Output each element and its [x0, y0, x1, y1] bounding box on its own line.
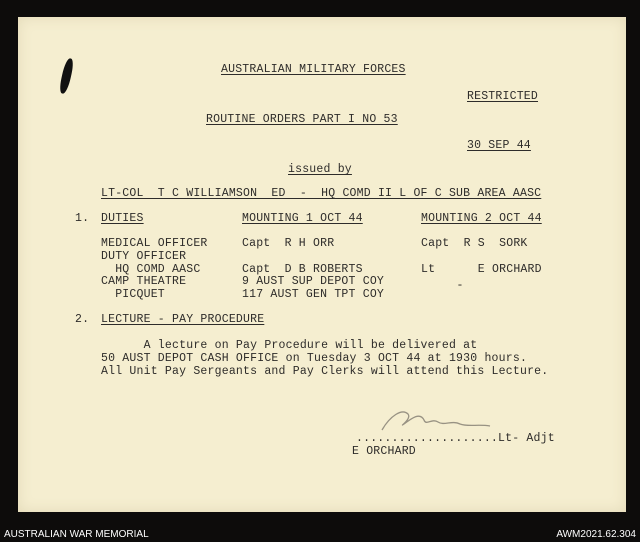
footer-credit: AUSTRALIAN WAR MEMORIAL: [4, 529, 149, 540]
signatory-name: E ORCHARD: [352, 445, 416, 458]
duty-row-value-1: 9 AUST SUP DEPOT COY: [242, 275, 385, 288]
classification-label: RESTRICTED: [467, 90, 539, 103]
order-date: 30 SEP 44: [467, 139, 531, 152]
duty-row-label: PICQUET: [101, 288, 165, 301]
issuer-line: LT-COL T C WILLIAMSON ED - HQ COMD II L OF C SUB AREA AASC: [101, 187, 542, 200]
signature-rank-line: ....................Lt- Adjt: [356, 432, 555, 445]
duty-row-value-2: Lt E ORCHARD: [421, 263, 542, 276]
column-heading-2: MOUNTING 2 OCT 44: [421, 212, 542, 225]
footer-accession-number: AWM2021.62.304: [556, 529, 636, 540]
duty-row-value-1: 117 AUST GEN TPT COY: [242, 288, 385, 301]
duty-row-label: DUTY OFFICER: [101, 250, 187, 263]
lecture-heading: LECTURE - PAY PROCEDURE: [101, 313, 265, 326]
duty-row-value-1: Capt D B ROBERTS: [242, 263, 363, 276]
duty-row-label: MEDICAL OFFICER: [101, 237, 208, 250]
section-number: 2.: [75, 313, 90, 326]
section-number: 1.: [75, 212, 90, 225]
duty-row-value-2: -: [421, 279, 464, 292]
duties-heading: DUTIES: [101, 212, 144, 225]
issued-by-label: issued by: [288, 163, 352, 176]
duty-row-label: CAMP THEATRE: [101, 275, 187, 288]
duty-row-value-1: Capt R H ORR: [242, 237, 335, 250]
column-heading-1: MOUNTING 1 OCT 44: [242, 212, 363, 225]
lecture-text-line: A lecture on Pay Procedure will be delivered at: [101, 339, 478, 352]
lecture-text-line: 50 AUST DEPOT CASH OFFICE on Tuesday 3 OCT 44 at 1930 hours.: [101, 352, 528, 365]
duty-row-value-2: Capt R S SORK: [421, 237, 528, 250]
duty-row-label: HQ COMD AASC: [101, 263, 201, 276]
orders-heading: ROUTINE ORDERS PART I NO 53: [206, 113, 398, 126]
document-title: AUSTRALIAN MILITARY FORCES: [221, 63, 406, 76]
lecture-text-line: All Unit Pay Sergeants and Pay Clerks will attend this Lecture.: [101, 365, 549, 378]
